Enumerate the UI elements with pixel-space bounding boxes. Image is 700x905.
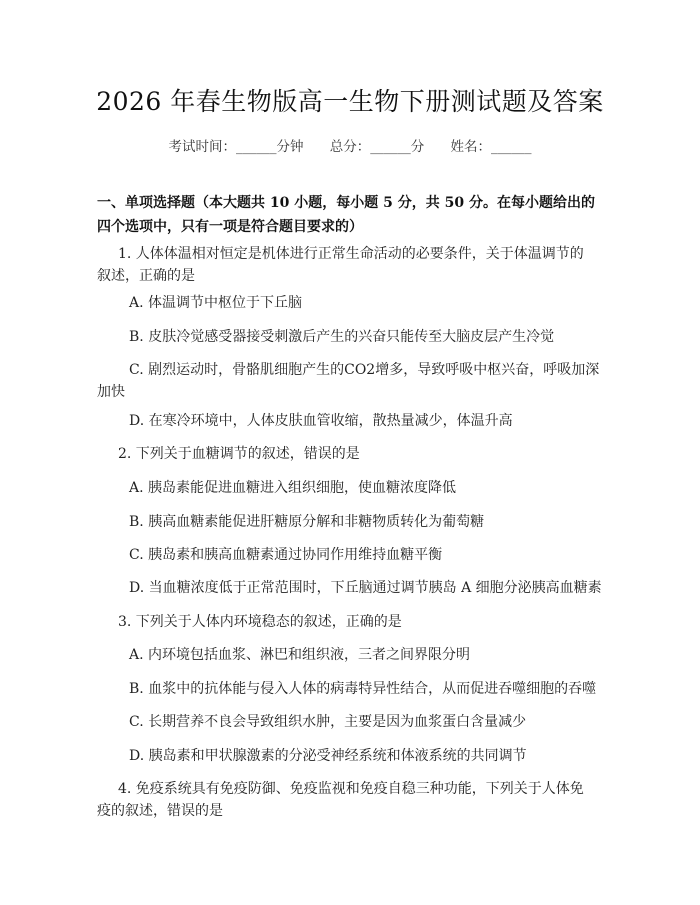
question-1-option-b: B. 皮肤冷觉感受器接受刺激后产生的兴奋只能传至大脑皮层产生冷觉 (129, 329, 555, 345)
student-name-field: 姓名：______ (450, 139, 532, 155)
question-4-stem-cont: 疫的叙述，错误的是 (97, 803, 223, 819)
question-2-stem: 2. 下列关于血糖调节的叙述，错误的是 (118, 446, 360, 462)
section-heading-single-choice: 一、单项选择题（本大题共 10 小题，每小题 5 分，共 50 分。在每小题给出的四个选项中，只有一项是符合题目要求的） (97, 195, 595, 235)
question-1-option-a: A. 体温调节中枢位于下丘脑 (129, 295, 303, 311)
question-1-option-c: C. 剧烈运动时，骨骼肌细胞产生的CO2增多，导致呼吸中枢兴奋，呼吸加深 (129, 362, 600, 378)
question-3-option-d: D. 胰岛素和甲状腺激素的分泌受神经系统和体液系统的共同调节 (129, 748, 527, 764)
question-3-option-a: A. 内环境包括血浆、淋巴和组织液，三者之间界限分明 (129, 647, 471, 663)
question-1-stem: 1. 人体体温相对恒定是机体进行正常生命活动的必要条件，关于体温调节的 (118, 246, 584, 262)
total-score-field: 总分：______分 (329, 139, 425, 155)
exam-time-field: 考试时间：______分钟 (168, 139, 304, 155)
page-title: 2026 年春生物版高一生物下册测试题及答案 (96, 87, 604, 116)
question-3-stem: 3. 下列关于人体内环境稳态的叙述，正确的是 (118, 614, 402, 630)
question-2-option-d: D. 当血糖浓度低于正常范围时，下丘脑通过调节胰岛 A 细胞分泌胰高血糖素 (129, 580, 602, 596)
question-2-option-b: B. 胰高血糖素能促进肝糖原分解和非糖物质转化为葡萄糖 (129, 514, 485, 530)
question-3-option-c: C. 长期营养不良会导致组织水肿，主要是因为血浆蛋白含量减少 (129, 714, 527, 730)
question-2-option-c: C. 胰岛素和胰高血糖素通过协同作用维持血糖平衡 (129, 547, 443, 563)
question-1-stem-cont: 叙述，正确的是 (97, 268, 195, 284)
exam-info-line (0, 135, 700, 155)
question-1-option-c-cont: 加快 (97, 384, 125, 400)
question-2-option-a: A. 胰岛素能促进血糖进入组织细胞，使血糖浓度降低 (129, 480, 457, 496)
question-3-option-b: B. 血浆中的抗体能与侵入人体的病毒特异性结合，从而促进吞噬细胞的吞噬 (129, 681, 597, 697)
question-1-option-d: D. 在寒冷环境中，人体皮肤血管收缩，散热量减少，体温升高 (129, 413, 513, 429)
question-4-stem: 4. 免疫系统具有免疫防御、免疫监视和免疫自稳三种功能，下列关于人体免 (118, 781, 584, 797)
